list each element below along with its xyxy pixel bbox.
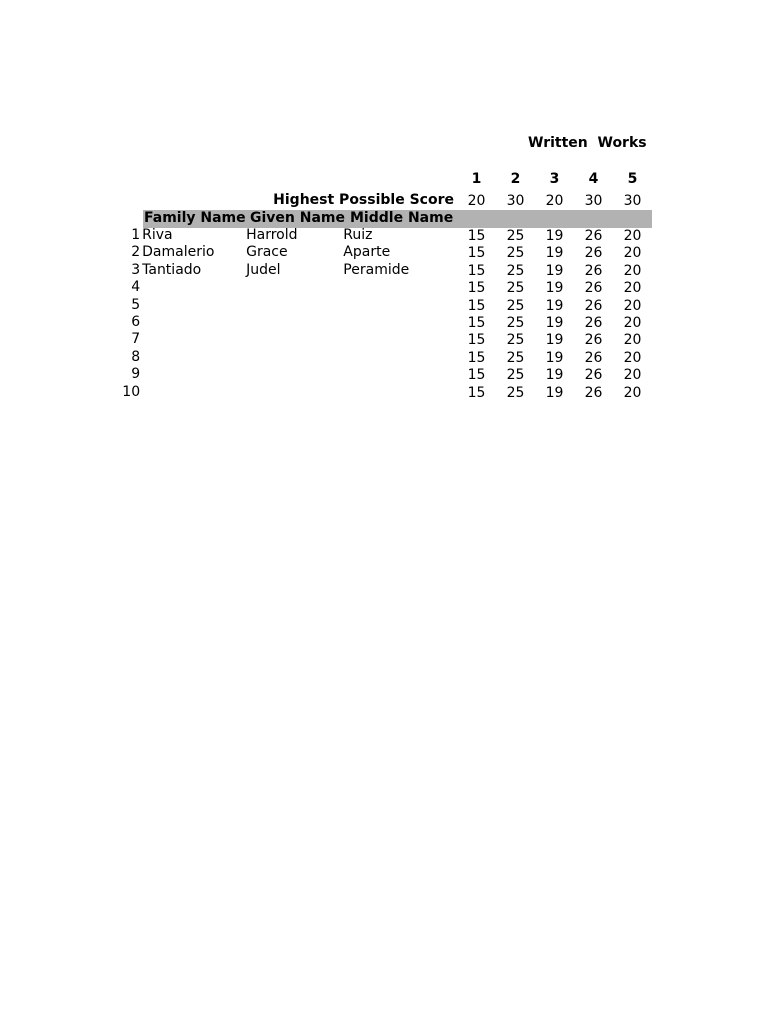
family-name-cell [141, 366, 246, 383]
hps-score-cell: 20 [545, 193, 564, 209]
given-name-cell: Judel [246, 261, 281, 278]
table-row [110, 262, 652, 279]
table-row [110, 331, 652, 348]
given-name-cell [246, 349, 343, 366]
row-index: 5 [131, 296, 141, 313]
score-cell: 20 [623, 367, 642, 384]
row-scores [457, 227, 652, 244]
score-cell: 15 [467, 262, 486, 279]
score-cell: 20 [623, 384, 642, 401]
score-cell: 20 [623, 280, 642, 297]
row-scores [457, 366, 652, 383]
given-name-cell [246, 331, 343, 348]
score-cell: 20 [623, 245, 642, 262]
family-name-cell [141, 384, 246, 401]
middle-name-header: Middle Name [350, 210, 454, 226]
row-index: 2 [131, 244, 141, 261]
family-name-cell [141, 349, 246, 366]
score-cell: 15 [467, 297, 486, 314]
given-name-cell [246, 297, 343, 314]
table-row [110, 227, 652, 244]
middle-name-cell: Peramide [343, 261, 410, 278]
score-cell: 15 [467, 314, 486, 331]
score-cell: 25 [506, 384, 525, 401]
score-cell: 15 [467, 367, 486, 384]
row-index: 7 [131, 331, 141, 348]
hps-score-cell: 30 [506, 193, 525, 209]
row-scores [457, 331, 652, 348]
row-index: 6 [131, 313, 141, 330]
given-name-cell [246, 279, 343, 296]
score-cell: 26 [584, 228, 603, 244]
score-cell: 25 [506, 262, 525, 279]
middle-name-cell: Aparte [343, 244, 391, 261]
score-cell: 25 [506, 349, 525, 366]
middle-name-cell [343, 384, 457, 401]
score-cell: 19 [545, 262, 564, 279]
middle-name-cell [343, 279, 457, 296]
middle-name-cell [343, 297, 457, 314]
score-cell: 26 [584, 367, 603, 384]
table-row [110, 366, 652, 383]
score-cell: 15 [467, 349, 486, 366]
row-index: 4 [131, 279, 141, 296]
score-cell: 15 [467, 280, 486, 297]
family-name-cell [141, 314, 246, 331]
row-index: 3 [131, 261, 141, 278]
table-row [110, 384, 652, 401]
family-name-cell [141, 279, 246, 296]
middle-name-cell [343, 314, 457, 331]
score-cell: 26 [584, 332, 603, 349]
family-name-header: Family Name [144, 210, 246, 226]
row-scores [457, 279, 652, 296]
task-number: 3 [549, 171, 560, 187]
score-cell: 25 [506, 314, 525, 331]
score-cell: 19 [545, 367, 564, 384]
task-number: 4 [588, 171, 599, 187]
table-row [110, 297, 652, 314]
row-index: 1 [131, 227, 141, 243]
row-scores [457, 262, 652, 279]
score-cell: 15 [467, 228, 486, 244]
given-name-cell [246, 314, 343, 331]
score-cell: 19 [545, 349, 564, 366]
score-cell: 26 [584, 245, 603, 262]
score-cell: 25 [506, 245, 525, 262]
score-cell: 15 [467, 332, 486, 349]
family-name-cell: Damalerio [142, 244, 215, 261]
score-cell: 25 [506, 280, 525, 297]
score-cell: 25 [506, 297, 525, 314]
row-scores [457, 314, 652, 331]
row-index: 9 [131, 366, 141, 383]
score-cell: 20 [623, 262, 642, 279]
row-index: 10 [122, 383, 141, 400]
score-cell: 15 [467, 384, 486, 401]
score-cell: 19 [545, 297, 564, 314]
score-cell: 25 [506, 332, 525, 349]
score-cell: 19 [545, 228, 564, 244]
hps-score-cell: 30 [623, 193, 642, 209]
family-name-cell [141, 331, 246, 348]
student-rows [110, 227, 652, 401]
table-row [110, 279, 652, 296]
table-row [110, 314, 652, 331]
column-header-band [143, 210, 652, 228]
task-number-header [457, 170, 652, 188]
task-number: 2 [510, 171, 521, 187]
given-name-cell: Harrold [246, 227, 298, 243]
given-name-cell [246, 384, 343, 401]
middle-name-cell [343, 349, 457, 366]
hps-scores [457, 192, 652, 209]
score-cell: 26 [584, 297, 603, 314]
row-scores [457, 244, 652, 261]
score-cell: 20 [623, 349, 642, 366]
row-scores [457, 349, 652, 366]
score-cell: 19 [545, 245, 564, 262]
row-scores [457, 384, 652, 401]
score-cell: 19 [545, 314, 564, 331]
score-cell: 20 [623, 228, 642, 244]
table-row [110, 244, 652, 261]
score-cell: 20 [623, 297, 642, 314]
score-cell: 20 [623, 332, 642, 349]
score-cell: 26 [584, 314, 603, 331]
score-cell: 26 [584, 280, 603, 297]
score-cell: 26 [584, 384, 603, 401]
score-cell: 19 [545, 384, 564, 401]
row-scores [457, 297, 652, 314]
table-row [110, 349, 652, 366]
given-name-cell [246, 366, 343, 383]
score-cell: 19 [545, 332, 564, 349]
family-name-cell: Tantiado [142, 261, 202, 278]
score-cell: 19 [545, 280, 564, 297]
hps-score-cell: 20 [467, 193, 486, 209]
middle-name-cell [343, 366, 457, 383]
score-cell: 26 [584, 262, 603, 279]
middle-name-cell: Ruiz [343, 227, 373, 243]
score-cell: 26 [584, 349, 603, 366]
score-cell: 25 [506, 367, 525, 384]
section-title: Written Works [528, 135, 647, 151]
hps-score-cell: 30 [584, 193, 603, 209]
score-cell: 20 [623, 314, 642, 331]
hps-label: Highest Possible Score [273, 192, 454, 208]
family-name-cell [141, 297, 246, 314]
score-cell: 15 [467, 245, 486, 262]
given-name-cell: Grace [246, 244, 288, 261]
given-name-header: Given Name [250, 210, 345, 226]
highest-possible-score-row [143, 192, 652, 209]
task-number: 1 [471, 171, 482, 187]
family-name-cell: Riva [142, 227, 173, 243]
score-cell: 25 [506, 228, 525, 244]
row-index: 8 [131, 348, 141, 365]
task-number: 5 [627, 171, 638, 187]
middle-name-cell [343, 331, 457, 348]
